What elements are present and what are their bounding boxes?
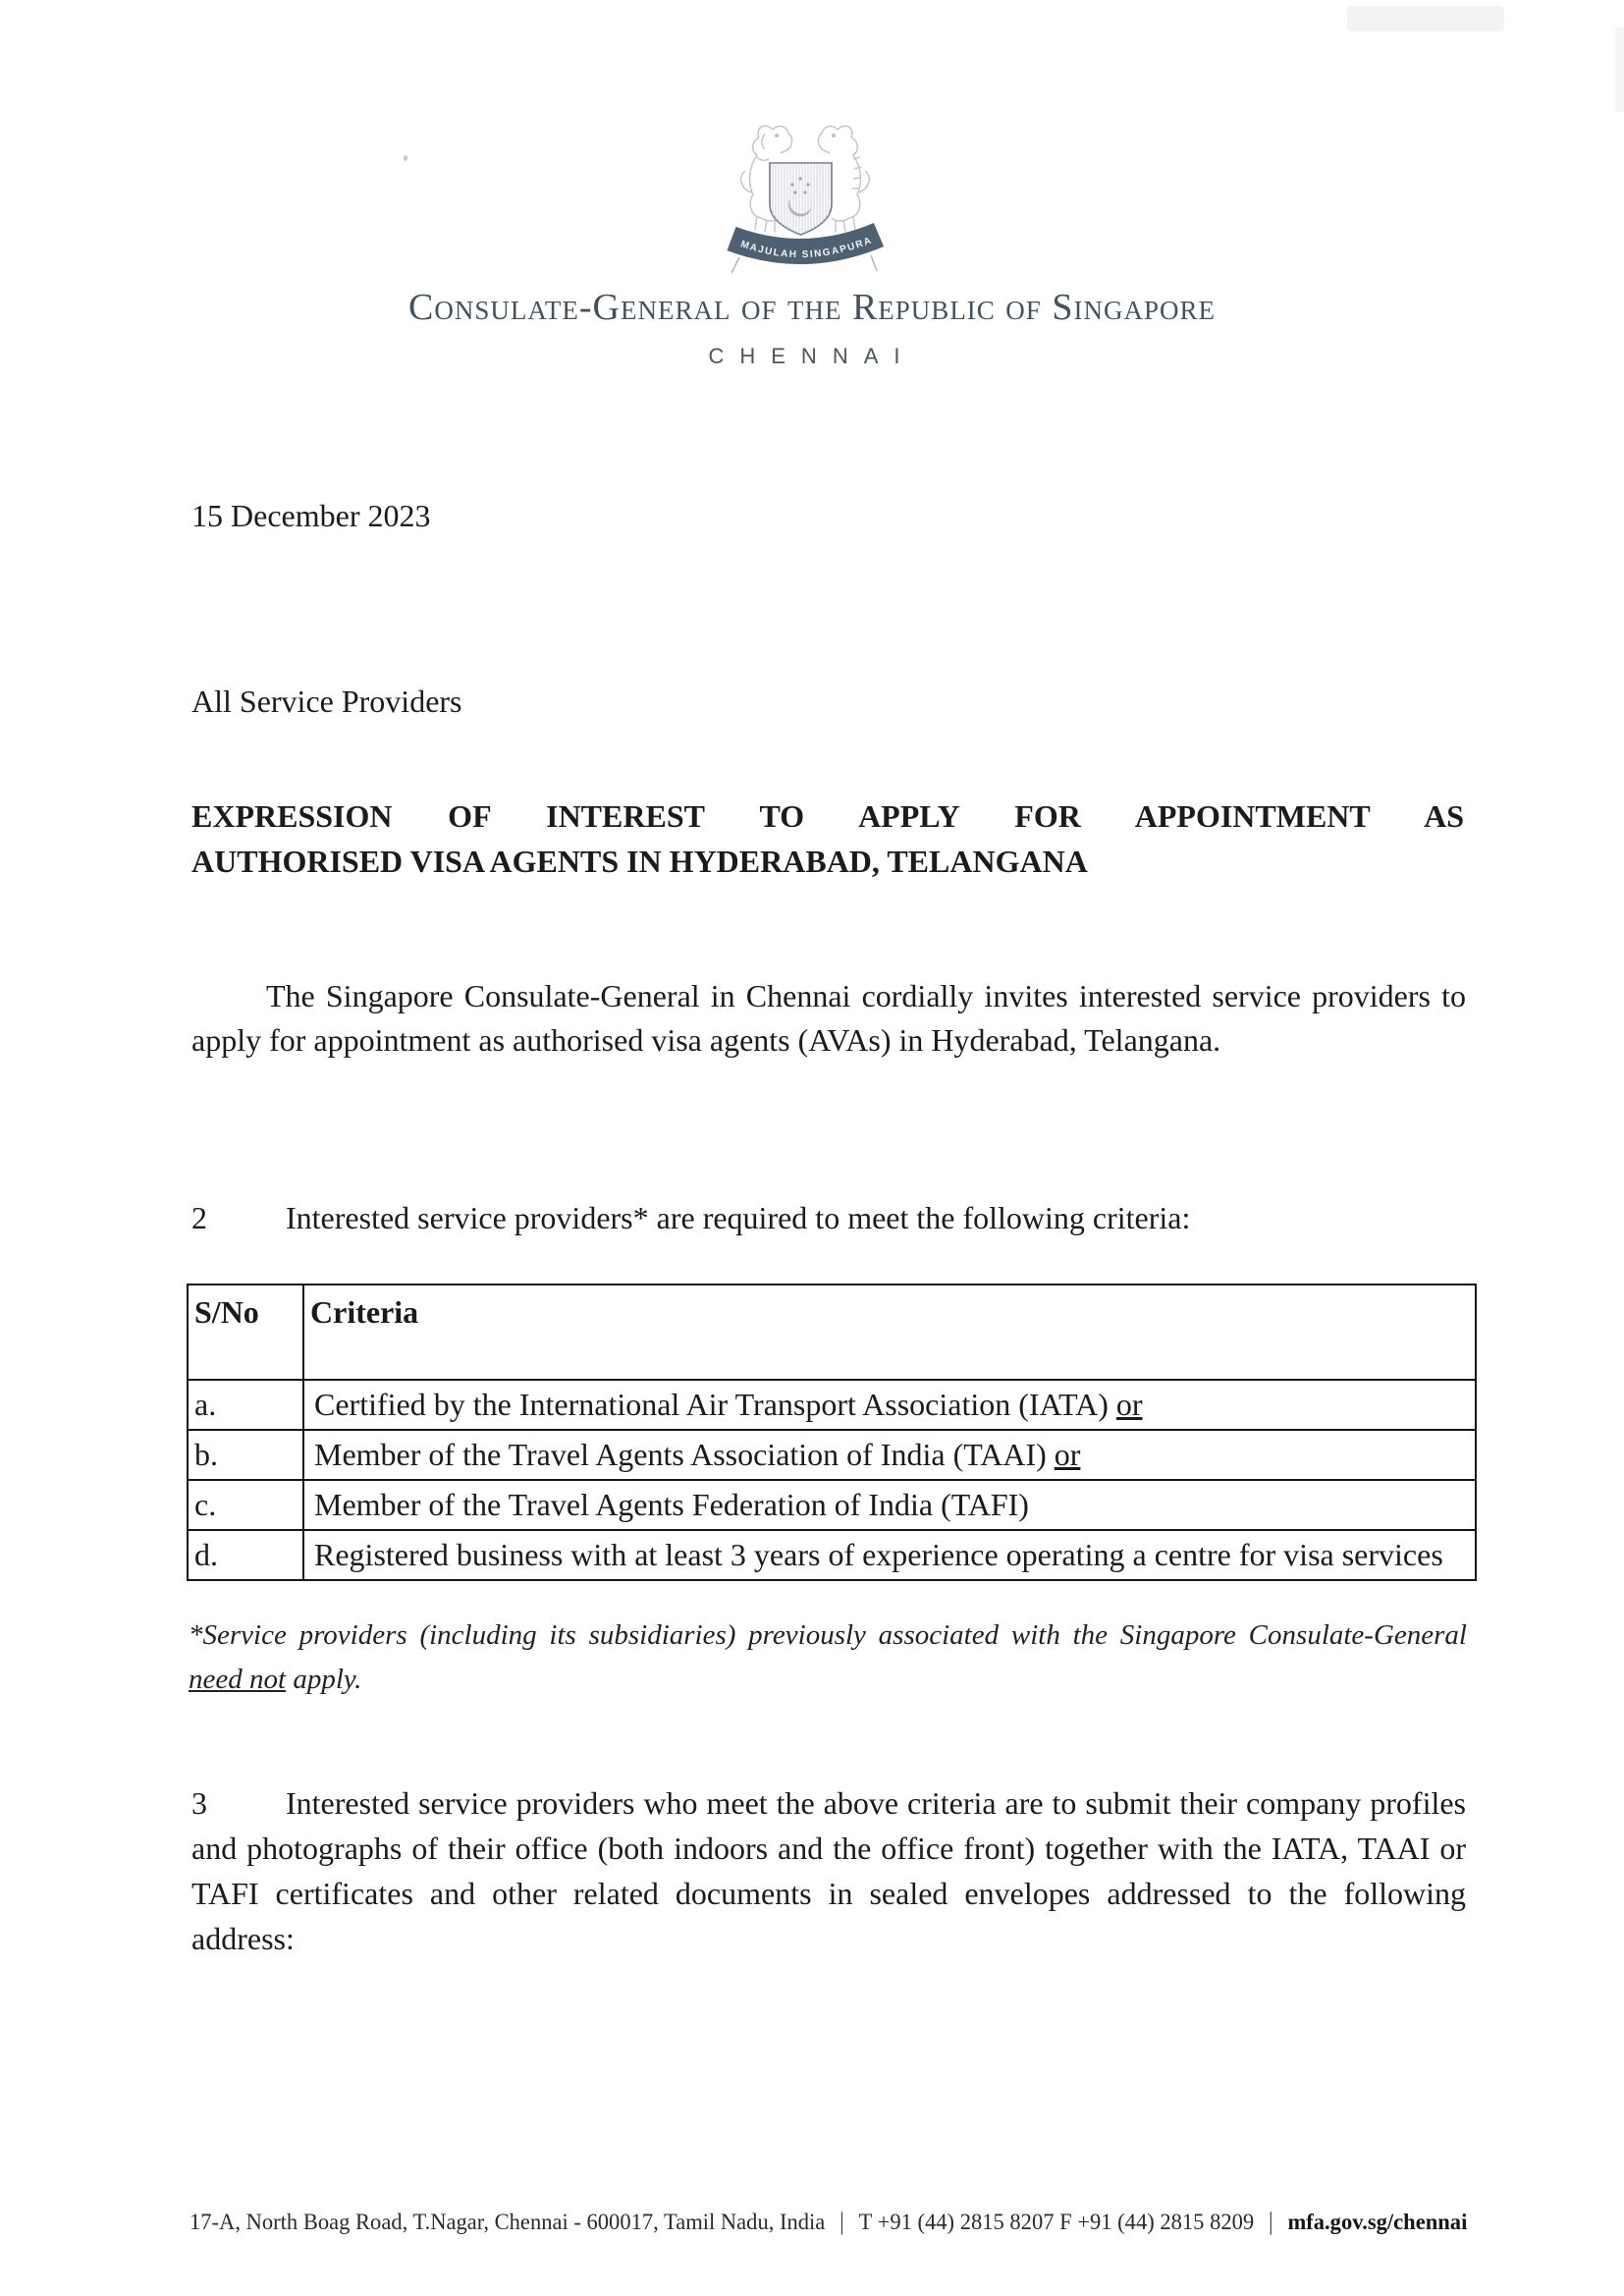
row-criteria (303, 1530, 1476, 1580)
paragraph-3-number: 3 (191, 1785, 207, 1821)
column-header-criteria: Criteria (303, 1285, 1476, 1380)
row-criteria-text: Registered business with at least 3 years of experience operating a centre for visa services (314, 1537, 1443, 1572)
table-header-row (188, 1285, 1476, 1380)
letterhead-footer (189, 2209, 1467, 2236)
row-criteria (303, 1380, 1476, 1430)
row-criteria-underlined: or (1054, 1437, 1081, 1472)
row-criteria-text: Member of the Travel Agents Association of India (TAAI) (314, 1437, 1055, 1472)
footer-separator: | (839, 2209, 844, 2235)
scan-smudge (1347, 6, 1504, 31)
table-row (188, 1530, 1476, 1580)
row-criteria-text: Member of the Travel Agents Federation of India (TAFI) (314, 1487, 1029, 1522)
footer-phone-fax: T +91 (44) 2815 8207 F +91 (44) 2815 8209 (858, 2210, 1255, 2234)
footnote-text: *Service providers (including its subsidiaries) previously associated with the Singapore Consulate-General (189, 1619, 1467, 1651)
row-sno: d. (188, 1530, 303, 1580)
letter-recipient: All Service Providers (191, 683, 462, 719)
scan-smudge-edge (1615, 27, 1624, 112)
column-header-sno: S/No (188, 1285, 303, 1380)
row-criteria-text: Certified by the International Air Transport Association (IATA) (314, 1387, 1116, 1422)
row-sno: a. (188, 1380, 303, 1430)
row-criteria (303, 1480, 1476, 1530)
footnote-underlined: need not (189, 1664, 287, 1695)
letter-date: 15 December 2023 (191, 498, 431, 533)
paragraph-2-text: Interested service providers* are required to meet the following criteria: (286, 1200, 1191, 1235)
criteria-table (187, 1284, 1477, 1581)
scan-dot-artifact (404, 155, 407, 161)
subject-line-1: EXPRESSION OF INTEREST TO APPLY FOR APPOINTMENT AS (191, 798, 1464, 834)
row-criteria-underlined: or (1115, 1387, 1143, 1422)
row-sno: c. (188, 1480, 303, 1530)
footnote-text-end: apply. (286, 1664, 362, 1695)
row-criteria (303, 1430, 1476, 1480)
table-row (188, 1380, 1476, 1430)
org-city: CHENNAI (708, 344, 916, 368)
org-name: Consulate-General of the Republic of Singapore (408, 287, 1216, 328)
table-row (188, 1480, 1476, 1530)
subject-line-2: AUTHORISED VISA AGENTS IN HYDERABAD, TELANGANA (191, 844, 1088, 879)
singapore-coat-of-arms-icon (722, 88, 889, 280)
paragraph-1: The Singapore Consulate-General in Chennai cordially invites interested service providers to apply for appointment as authorised visa agents (AVAs) in Hyderabad, Telangana. (191, 978, 1466, 1058)
paragraph-3 (191, 1780, 1466, 1961)
table-footnote (189, 1613, 1467, 1702)
crest-motto-text: MAJULAH SINGAPURA (738, 235, 875, 261)
shield-icon (770, 163, 832, 236)
footer-address: 17-A, North Boag Road, T.Nagar, Chennai - 600017, Tamil Nadu, India (189, 2210, 826, 2234)
motto-banner-icon (731, 235, 879, 273)
row-sno: b. (188, 1430, 303, 1480)
paragraph-2-number: 2 (191, 1200, 207, 1235)
footer-website: mfa.gov.sg/chennai (1287, 2210, 1468, 2234)
paragraph-2 (191, 1196, 1466, 1240)
table-row (188, 1430, 1476, 1480)
subject-heading (191, 793, 1464, 884)
footer-separator: | (1268, 2209, 1273, 2235)
paragraph-3-text: Interested service providers who meet the above criteria are to submit their company profiles and photographs of their office (both indoors and the office front) together with the IATA, TAAI or TAFI certificates and other related documents in sealed envelopes addressed to the following address: (191, 1785, 1466, 1956)
